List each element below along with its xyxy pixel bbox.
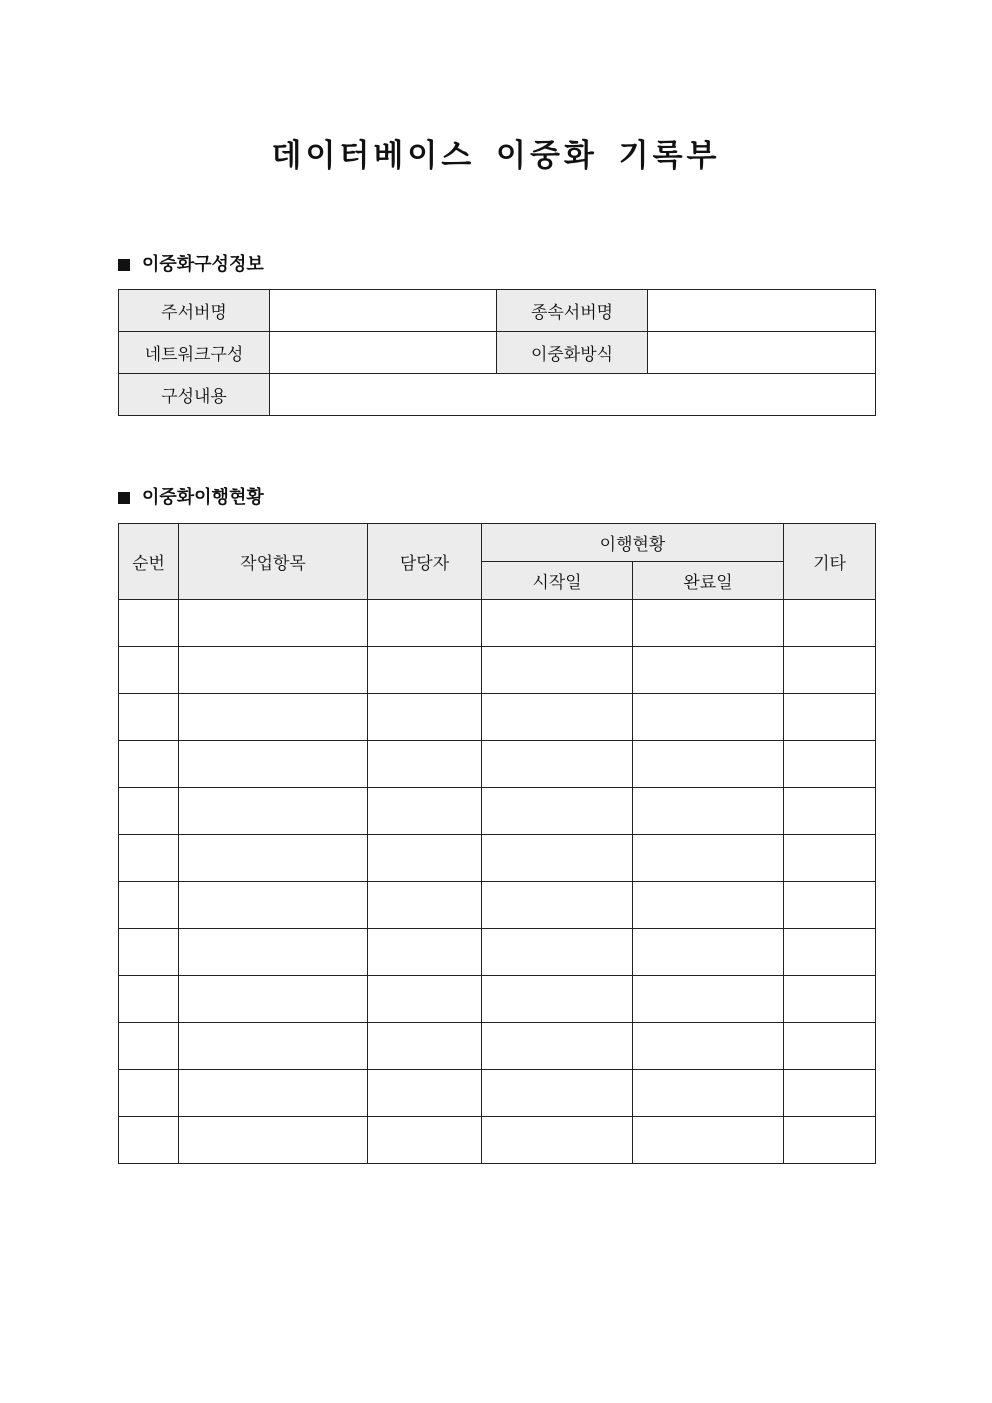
table-row (119, 290, 876, 332)
cell-task[interactable] (179, 647, 368, 694)
cell-start[interactable] (482, 976, 633, 1023)
cell-no[interactable] (119, 1070, 179, 1117)
col-header-owner: 담당자 (368, 524, 482, 600)
cell-end[interactable] (633, 694, 784, 741)
cell-no[interactable] (119, 741, 179, 788)
section-heading-progress-label: 이중화이행현황 (142, 487, 264, 508)
cell-start[interactable] (482, 1023, 633, 1070)
table-row (119, 694, 876, 741)
network-label: 네트워크구성 (119, 332, 270, 374)
cell-owner[interactable] (368, 1117, 482, 1164)
cell-no[interactable] (119, 882, 179, 929)
progress-table-body (119, 600, 876, 1164)
cell-etc[interactable] (784, 741, 876, 788)
cell-no[interactable] (119, 1117, 179, 1164)
network-field[interactable] (270, 332, 497, 374)
table-row (119, 647, 876, 694)
col-header-task: 작업항목 (179, 524, 368, 600)
table-row (119, 788, 876, 835)
cell-etc[interactable] (784, 835, 876, 882)
cell-etc[interactable] (784, 694, 876, 741)
table-row (119, 600, 876, 647)
cell-task[interactable] (179, 835, 368, 882)
cell-start[interactable] (482, 647, 633, 694)
cell-end[interactable] (633, 788, 784, 835)
cell-etc[interactable] (784, 976, 876, 1023)
cell-start[interactable] (482, 788, 633, 835)
table-row (119, 332, 876, 374)
table-header-row (119, 524, 876, 562)
cell-start[interactable] (482, 882, 633, 929)
cell-task[interactable] (179, 882, 368, 929)
cell-start[interactable] (482, 741, 633, 788)
col-header-end: 완료일 (633, 562, 784, 600)
cell-end[interactable] (633, 1023, 784, 1070)
cell-task[interactable] (179, 1117, 368, 1164)
cell-owner[interactable] (368, 694, 482, 741)
sub-server-field[interactable] (648, 290, 876, 332)
cell-end[interactable] (633, 647, 784, 694)
cell-task[interactable] (179, 1070, 368, 1117)
cell-no[interactable] (119, 600, 179, 647)
cell-start[interactable] (482, 1117, 633, 1164)
cell-no[interactable] (119, 1023, 179, 1070)
table-row (119, 882, 876, 929)
cell-owner[interactable] (368, 788, 482, 835)
cell-etc[interactable] (784, 1023, 876, 1070)
cell-start[interactable] (482, 694, 633, 741)
cell-owner[interactable] (368, 647, 482, 694)
section-heading-config (118, 252, 264, 278)
section-heading-progress (118, 485, 264, 511)
main-server-label: 주서버명 (119, 290, 270, 332)
document-title: 데이터베이스 이중화 기록부 (271, 138, 721, 174)
cell-end[interactable] (633, 929, 784, 976)
cell-owner[interactable] (368, 929, 482, 976)
cell-task[interactable] (179, 929, 368, 976)
cell-etc[interactable] (784, 1070, 876, 1117)
sub-server-label: 종속서버명 (497, 290, 648, 332)
col-header-etc: 기타 (784, 524, 876, 600)
cell-start[interactable] (482, 835, 633, 882)
cell-owner[interactable] (368, 976, 482, 1023)
cell-etc[interactable] (784, 929, 876, 976)
cell-no[interactable] (119, 929, 179, 976)
cell-no[interactable] (119, 647, 179, 694)
cell-end[interactable] (633, 976, 784, 1023)
cell-no[interactable] (119, 694, 179, 741)
cell-task[interactable] (179, 600, 368, 647)
cell-etc[interactable] (784, 1117, 876, 1164)
cell-no[interactable] (119, 976, 179, 1023)
cell-start[interactable] (482, 600, 633, 647)
cell-task[interactable] (179, 741, 368, 788)
cell-etc[interactable] (784, 600, 876, 647)
section-heading-config-label: 이중화구성정보 (142, 254, 264, 275)
cell-owner[interactable] (368, 1023, 482, 1070)
cell-etc[interactable] (784, 882, 876, 929)
progress-table (118, 523, 876, 1164)
col-header-status: 이행현황 (482, 524, 784, 562)
cell-etc[interactable] (784, 788, 876, 835)
cell-end[interactable] (633, 741, 784, 788)
config-info-table (118, 289, 876, 416)
square-bullet-icon (118, 259, 130, 271)
cell-end[interactable] (633, 1117, 784, 1164)
table-row (119, 835, 876, 882)
cell-end[interactable] (633, 835, 784, 882)
cell-task[interactable] (179, 694, 368, 741)
cell-start[interactable] (482, 1070, 633, 1117)
cell-no[interactable] (119, 788, 179, 835)
col-header-start: 시작일 (482, 562, 633, 600)
cell-end[interactable] (633, 882, 784, 929)
cell-owner[interactable] (368, 600, 482, 647)
table-row (119, 929, 876, 976)
table-row (119, 1117, 876, 1164)
table-row (119, 741, 876, 788)
content-field[interactable] (270, 374, 876, 416)
table-row (119, 1023, 876, 1070)
cell-end[interactable] (633, 600, 784, 647)
table-row (119, 374, 876, 416)
table-row (119, 976, 876, 1023)
cell-owner[interactable] (368, 741, 482, 788)
method-label: 이중화방식 (497, 332, 648, 374)
cell-owner[interactable] (368, 1070, 482, 1117)
cell-owner[interactable] (368, 882, 482, 929)
cell-start[interactable] (482, 929, 633, 976)
main-server-field[interactable] (270, 290, 497, 332)
method-field[interactable] (648, 332, 876, 374)
square-bullet-icon (118, 492, 130, 504)
cell-no[interactable] (119, 835, 179, 882)
cell-task[interactable] (179, 976, 368, 1023)
col-header-no: 순번 (119, 524, 179, 600)
cell-task[interactable] (179, 788, 368, 835)
cell-etc[interactable] (784, 647, 876, 694)
cell-end[interactable] (633, 1070, 784, 1117)
cell-task[interactable] (179, 1023, 368, 1070)
table-row (119, 1070, 876, 1117)
content-label: 구성내용 (119, 374, 270, 416)
cell-owner[interactable] (368, 835, 482, 882)
